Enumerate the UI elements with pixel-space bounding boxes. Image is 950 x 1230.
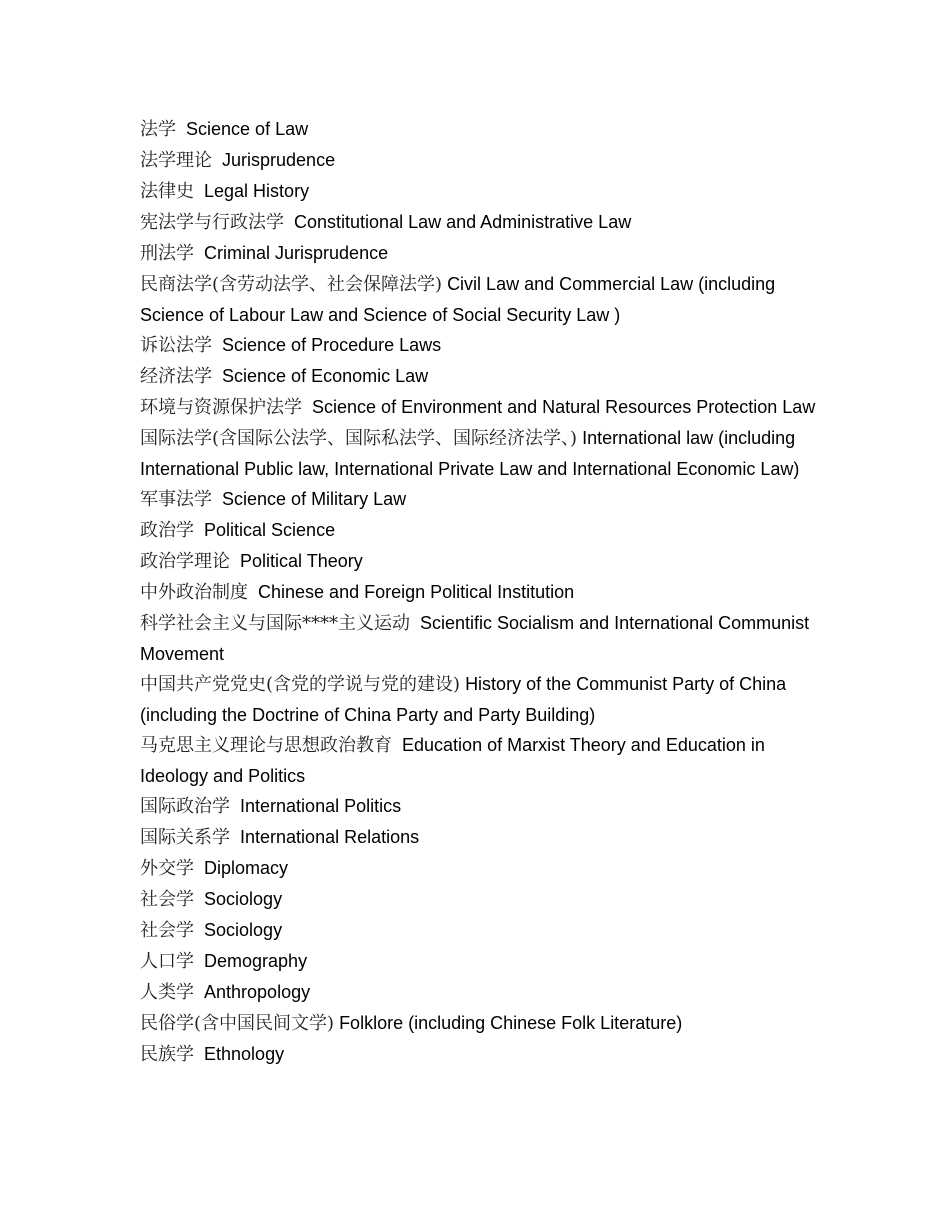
term-chinese: 民俗学(含中国民间文学) [140,1013,335,1034]
term-entry [140,176,820,207]
term-chinese: 国际关系学 [140,827,230,848]
term-entry [140,392,820,423]
term-chinese: 民族学 [140,1044,194,1065]
term-chinese: 民商法学(含劳动法学、社会保障法学) [140,274,443,295]
term-chinese: 国际政治学 [140,796,230,817]
term-entry [140,515,820,546]
term-chinese: 人类学 [140,982,194,1003]
term-english: Political Science [204,520,336,540]
term-english: Constitutional Law and Administrative Law [294,212,632,232]
term-chinese: 中外政治制度 [140,582,248,603]
term-english: Civil Law and Commercial Law (including Science of Labour Law and Science of Social Security Law ) [140,274,776,325]
term-entry [140,915,820,946]
term-chinese: 宪法学与行政法学 [140,212,284,233]
term-chinese: 法律史 [140,181,194,202]
term-english: Scientific Socialism and International Communist Movement [140,613,810,664]
term-entry [140,145,820,176]
term-english: History of the Communist Party of China (including the Doctrine of China Party and Party Building) [140,674,787,725]
document-page [140,114,820,1070]
term-entry [140,546,820,577]
term-chinese: 法学理论 [140,150,212,171]
term-entry [140,361,820,392]
term-chinese: 政治学 [140,520,194,541]
term-chinese: 中国共产党党史(含党的学说与党的建设) [140,674,461,695]
term-entry [140,730,820,791]
term-entry [140,238,820,269]
term-english: Political Theory [240,551,363,571]
term-entry [140,330,820,361]
term-english: Sociology [204,920,283,940]
term-chinese: 诉讼法学 [140,335,212,356]
term-chinese: 法学 [140,119,176,140]
term-english: Education of Marxist Theory and Education in Ideology and Politics [140,735,765,786]
term-english: Demography [204,951,308,971]
term-entry [140,577,820,608]
term-chinese: 外交学 [140,858,194,879]
term-chinese: 社会学 [140,889,194,910]
term-english: Diplomacy [204,858,289,878]
term-chinese: 刑法学 [140,243,194,264]
term-english: Ethnology [204,1044,285,1064]
term-chinese: 科学社会主义与国际****主义运动 [140,613,410,634]
term-english: International Politics [240,796,402,816]
term-entry [140,669,820,730]
term-english: Science of Environment and Natural Resources Protection Law [312,397,816,417]
term-chinese: 经济法学 [140,366,212,387]
term-english: Chinese and Foreign Political Institution [258,582,575,602]
term-chinese: 环境与资源保护法学 [140,397,302,418]
term-english: Science of Military Law [222,489,407,509]
term-entry [140,207,820,238]
term-english: International law (including International Public law, International Private Law and International Economic Law) [140,428,800,479]
term-chinese: 人口学 [140,951,194,972]
term-entry [140,791,820,822]
term-entry [140,1039,820,1070]
term-entry [140,822,820,853]
term-chinese: 国际法学(含国际公法学、国际私法学、国际经济法学、) [140,428,578,449]
term-entry [140,608,820,669]
term-english: Science of Economic Law [222,366,429,386]
term-english: Jurisprudence [222,150,336,170]
term-english: Criminal Jurisprudence [204,243,389,263]
term-chinese: 军事法学 [140,489,212,510]
term-entry [140,114,820,145]
term-english: Sociology [204,889,283,909]
term-entry [140,484,820,515]
term-entry [140,423,820,484]
term-english: Folklore (including Chinese Folk Literature) [339,1013,683,1033]
term-entry [140,977,820,1008]
term-entry [140,946,820,977]
term-entry [140,884,820,915]
term-english: Science of Law [186,119,309,139]
term-english: Science of Procedure Laws [222,335,442,355]
term-chinese: 社会学 [140,920,194,941]
term-entry [140,269,820,330]
term-chinese: 马克思主义理论与思想政治教育 [140,735,392,756]
term-entry [140,1008,820,1039]
term-entry [140,853,820,884]
term-english: International Relations [240,827,420,847]
term-chinese: 政治学理论 [140,551,230,572]
term-english: Legal History [204,181,310,201]
term-english: Anthropology [204,982,311,1002]
